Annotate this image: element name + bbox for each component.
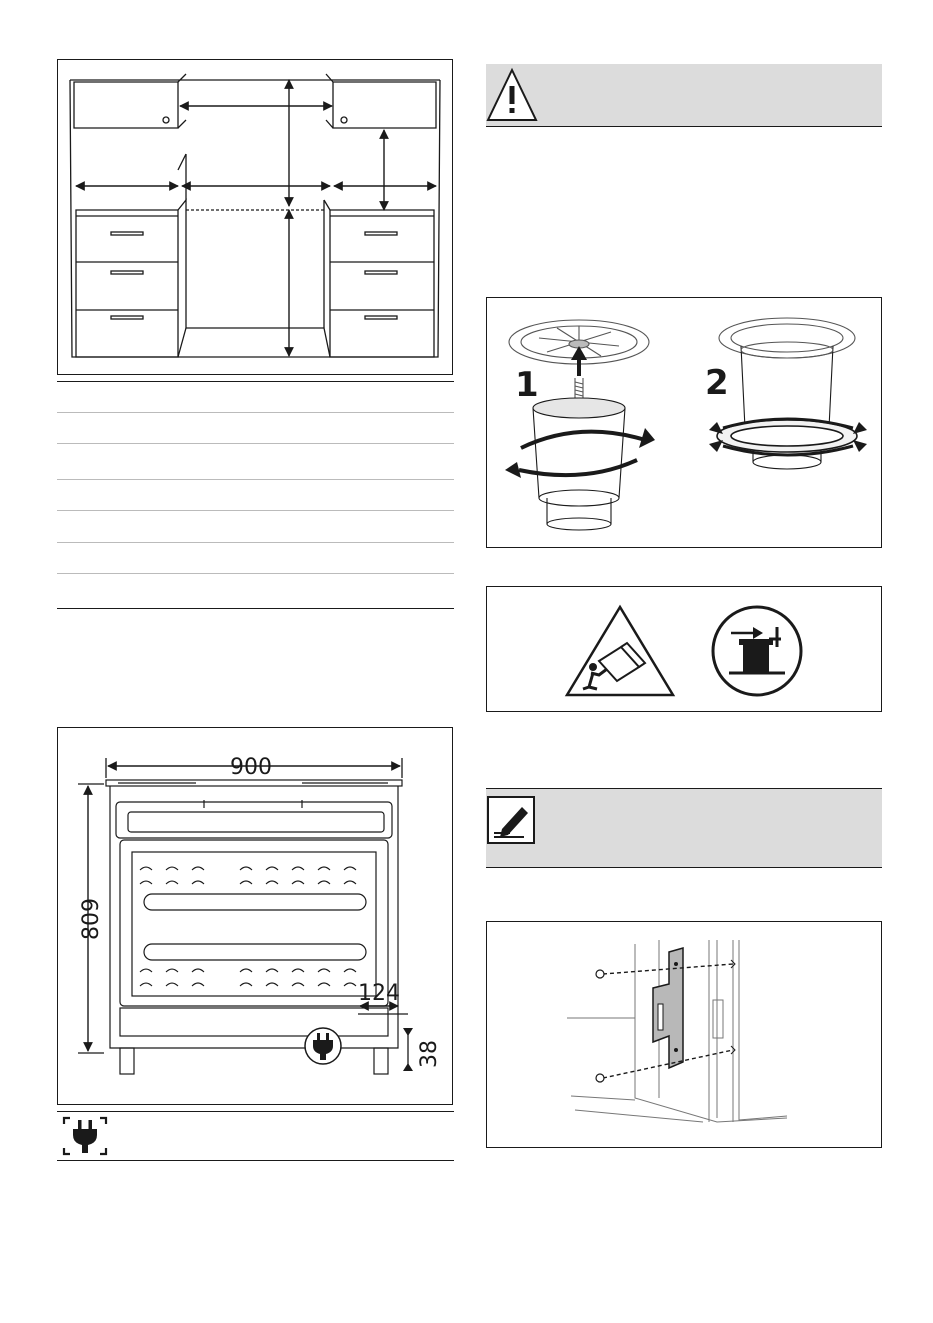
oven-dimensions-figure (57, 727, 453, 1105)
plug-note-bottom-rule (57, 1160, 454, 1161)
leveling-feet-diagram (487, 298, 880, 546)
anti-tip-bracket-icon (709, 603, 805, 699)
plug-note-top-rule (57, 1111, 454, 1112)
table-row-divider (57, 510, 454, 511)
kitchen-niche-figure (57, 59, 453, 375)
bracket-mounting-figure (486, 921, 882, 1148)
plinth-height-value: 38 (417, 1040, 442, 1068)
leveling-feet-figure (486, 297, 882, 548)
table-row-divider (57, 479, 454, 480)
table-row-divider (57, 542, 454, 543)
pencil-note-icon (486, 795, 538, 847)
tip-hazard-figure (486, 586, 882, 712)
tip-over-hazard-icon (563, 603, 677, 699)
table-row-divider (57, 573, 454, 574)
oven-height-value: 809 (79, 898, 104, 940)
note-box (486, 788, 882, 868)
warning-box (486, 64, 882, 127)
oven-width-value: 900 (230, 755, 272, 780)
socket-offset-value: 124 (358, 981, 400, 1006)
step-1-label: 1 (515, 365, 539, 405)
table-row-divider (57, 443, 454, 444)
table-top-rule (57, 381, 454, 382)
step-2-label: 2 (705, 363, 729, 403)
electrical-plug-icon (60, 1114, 110, 1158)
table-bottom-rule (57, 608, 454, 609)
kitchen-niche-diagram (58, 60, 451, 373)
warning-triangle-icon (486, 66, 538, 122)
oven-front-diagram (58, 728, 451, 1103)
bracket-mounting-diagram (487, 922, 880, 1146)
table-row-divider (57, 412, 454, 413)
